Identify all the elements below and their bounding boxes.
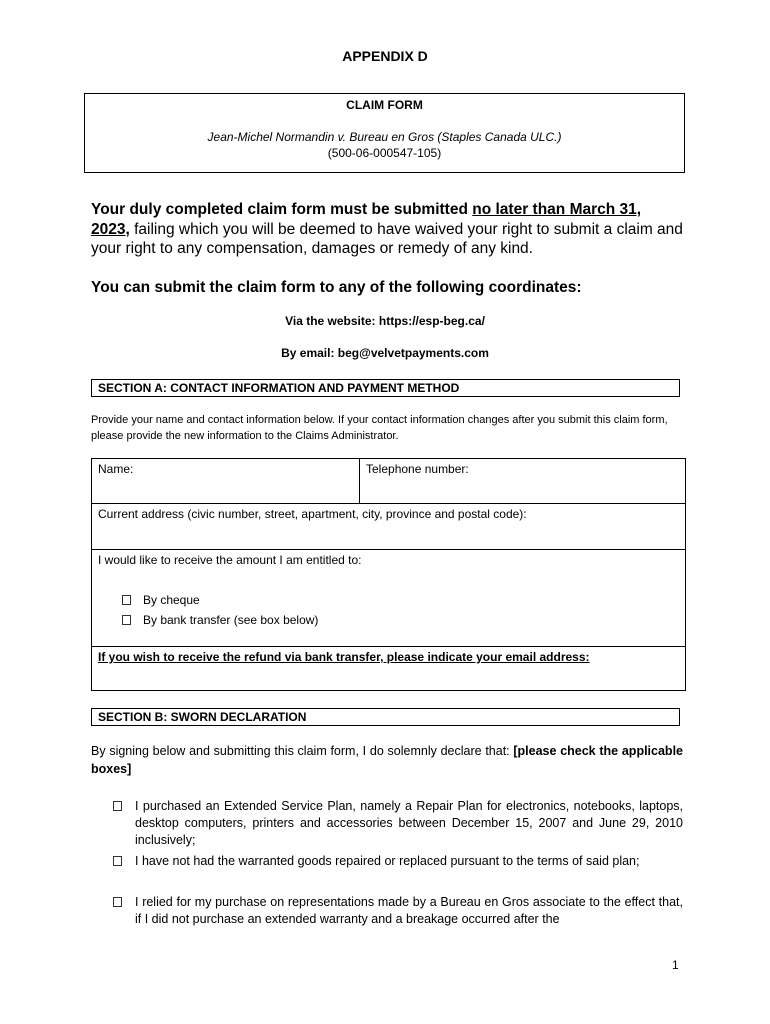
appendix-title: APPENDIX D: [342, 48, 428, 64]
bank-email-field[interactable]: [92, 647, 686, 691]
contact-info-table: [91, 458, 686, 691]
option-bank-transfer[interactable]: [122, 613, 679, 627]
claim-form-title: CLAIM FORM: [346, 98, 423, 112]
section-a-heading: SECTION A: CONTACT INFORMATION AND PAYMENT METHOD: [91, 379, 680, 397]
page-number: 1: [672, 958, 679, 972]
deadline-lead: Your duly completed claim form must be submitted: [91, 201, 473, 218]
declaration-intro: [91, 742, 683, 778]
claim-form-header-box: [84, 93, 685, 173]
declaration-item: [113, 853, 683, 870]
declaration-text: I relied for my purchase on representations made by a Bureau en Gros associate to the effect that, if I did not purchase an extended warranty and a breakage occurred after the: [135, 895, 683, 926]
email-line[interactable]: By email: beg@velvetpayments.com: [281, 346, 489, 360]
deadline-rest: failing which you will be deemed to have waived your right to submit a claim and your right to any compensation, damages or remedy of any kind.: [91, 220, 683, 257]
deadline-date: no later than March 31, 2023,: [91, 201, 642, 238]
website-line[interactable]: Via the website: https://esp-beg.ca/: [285, 314, 485, 328]
telephone-field[interactable]: [360, 459, 686, 504]
case-name: Jean-Michel Normandin v. Bureau en Gros (Staples Canada ULC.): [207, 130, 562, 144]
option-cheque[interactable]: [122, 593, 679, 607]
option-cheque-label: By cheque: [143, 593, 200, 607]
declaration-checkbox[interactable]: [113, 897, 122, 907]
cheque-checkbox[interactable]: [122, 595, 131, 605]
declaration-intro-text: By signing below and submitting this claim form, I do solemnly declare that:: [91, 744, 514, 758]
declaration-checkbox[interactable]: [113, 856, 122, 866]
address-label: Current address (civic number, street, apartment, city, province and postal code):: [98, 507, 527, 521]
name-label: Name:: [98, 462, 134, 476]
bank-email-label: If you wish to receive the refund via bank transfer, please indicate your email address:: [98, 650, 590, 664]
declaration-intro-instruction: [please check the applicable boxes]: [91, 744, 683, 776]
bank-transfer-checkbox[interactable]: [122, 615, 131, 625]
coordinates-heading: You can submit the claim form to any of the following coordinates:: [91, 279, 582, 296]
section-b-heading: SECTION B: SWORN DECLARATION: [91, 708, 680, 726]
contact-instructions: Provide your name and contact information below. If your contact information changes after you submit this claim form, please provide the new information to the Claims Administrator.: [91, 414, 668, 442]
name-field[interactable]: [92, 459, 360, 504]
option-bank-label: By bank transfer (see box below): [143, 613, 319, 627]
declaration-text: I have not had the warranted goods repaired or replaced pursuant to the terms of said plan;: [135, 854, 640, 868]
payment-method-cell: [92, 550, 686, 647]
deadline-notice: [91, 200, 683, 259]
declaration-item: [113, 894, 683, 928]
address-field[interactable]: [92, 504, 686, 550]
declaration-text: I purchased an Extended Service Plan, namely a Repair Plan for electronics, notebooks, laptops, desktop computers, printers and accessories between December 15, 2007 and June 29, 2010 inclusively;: [135, 799, 683, 847]
telephone-label: Telephone number:: [366, 462, 469, 476]
declaration-checkbox[interactable]: [113, 801, 122, 811]
declaration-item: [113, 798, 683, 849]
case-number: (500-06-000547-105): [327, 146, 442, 160]
payment-prompt: I would like to receive the amount I am entitled to:: [98, 553, 362, 567]
